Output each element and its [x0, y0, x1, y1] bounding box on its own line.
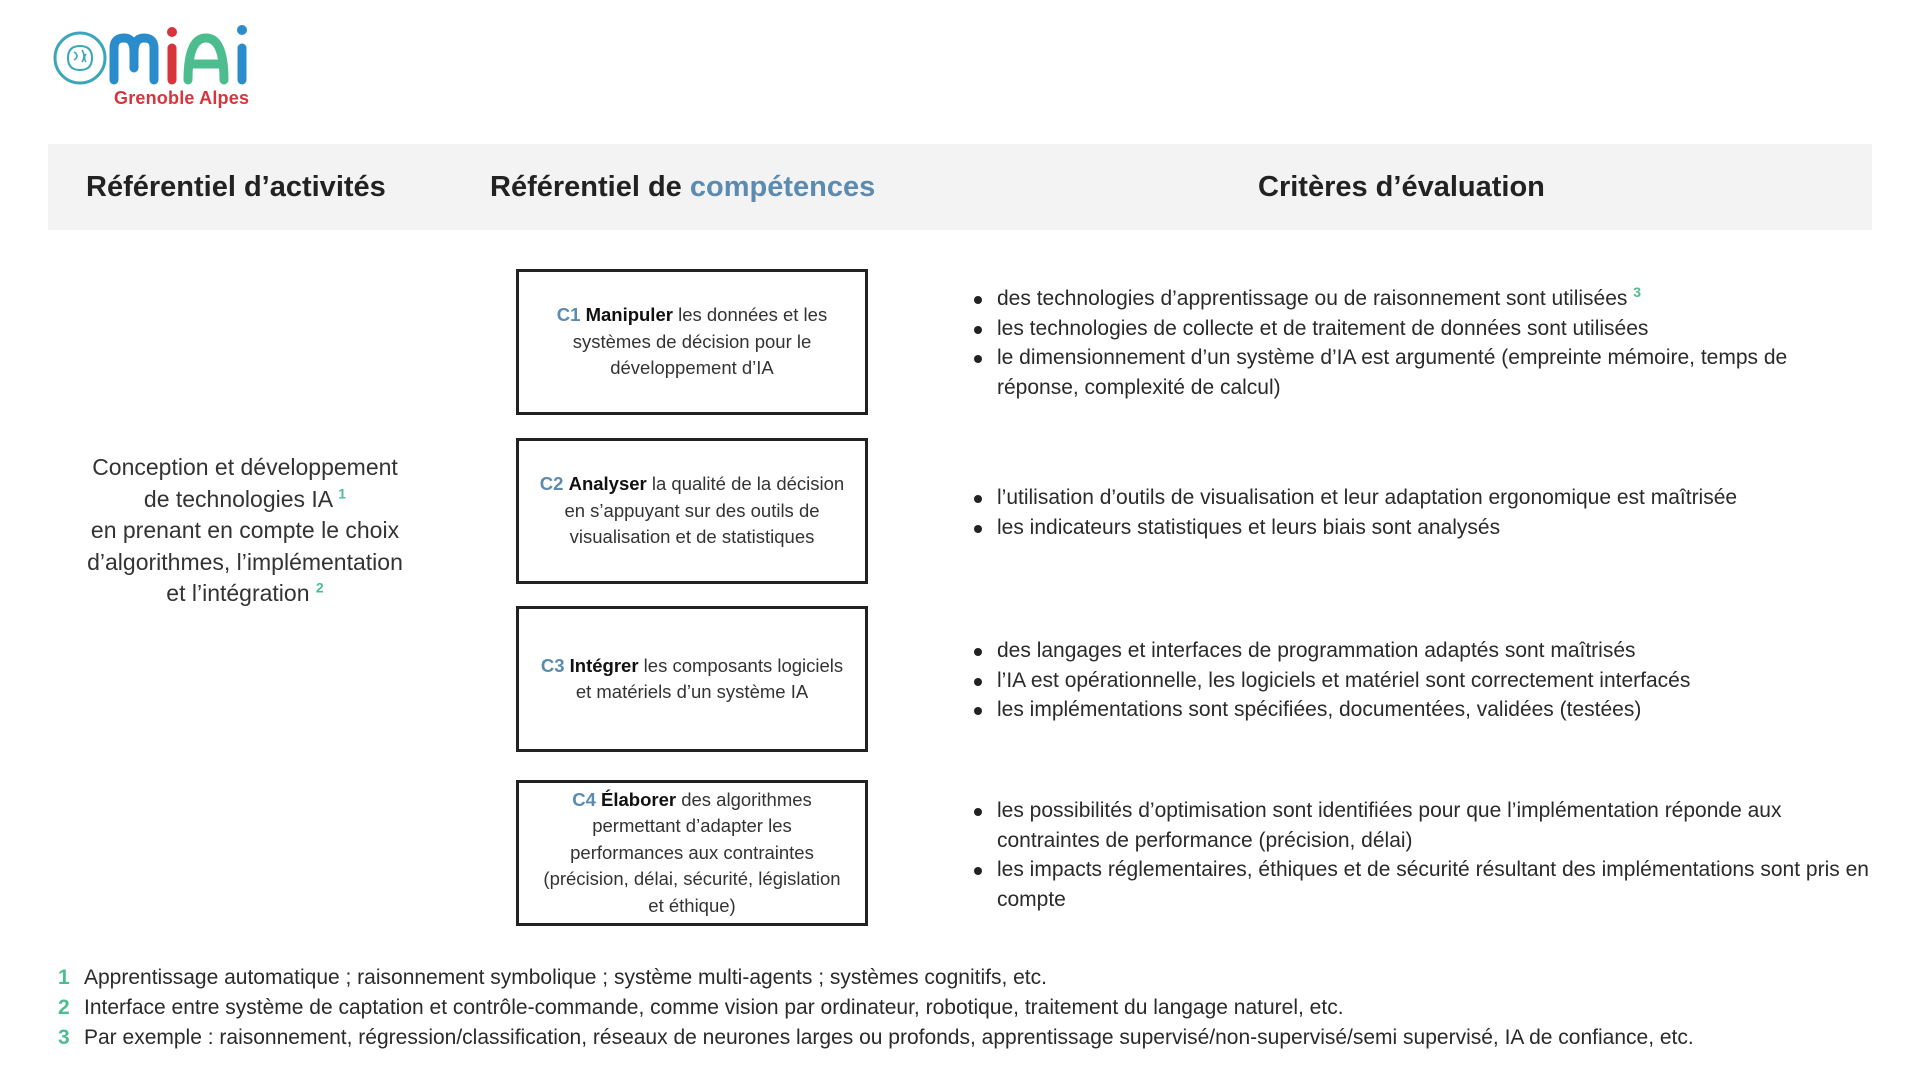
logo-subtitle: Grenoble Alpes	[114, 88, 250, 108]
header-criteres: Critères d’évaluation	[1258, 171, 1545, 203]
activity-line-text: et l’intégration	[166, 580, 310, 606]
criteria-item: l’utilisation d’outils de visualisation et leur adaptation ergonomique est maîtrisée	[970, 483, 1870, 513]
criteria-item: les technologies de collecte et de traitement de données sont utilisées	[970, 314, 1870, 344]
activity-description	[60, 452, 430, 610]
competence-code: C1	[556, 304, 581, 326]
miai-logo-graphic	[52, 18, 272, 88]
competence-box-c2	[516, 438, 868, 584]
competence-text: des algorithmes permettant d’adapter les performances aux contraintes (précision, délai, sécurité, législation et éthique)	[543, 788, 841, 916]
competence-code: C3	[540, 654, 565, 676]
footnote-number: 2	[58, 996, 70, 1019]
footnote-row	[58, 1023, 1908, 1053]
footnote-ref: 1	[338, 484, 347, 501]
header-activites: Référentiel d’activités	[86, 171, 386, 203]
header-competences	[490, 144, 875, 230]
criteria-list-c3	[970, 636, 1870, 725]
footnotes	[58, 963, 1908, 1053]
footnote-text: Par exemple : raisonnement, régression/classification, réseaux de neurones larges ou profonds, apprentissage supervisé/non-supervisé/semi supervisé, IA de confiance, etc.	[84, 1026, 1694, 1049]
footnote-row	[58, 963, 1908, 993]
competence-text: les composants logiciels et matériels d’un système IA	[575, 654, 844, 702]
footnote-text: Interface entre système de captation et contrôle-commande, comme vision par ordinateur, robotique, traitement du langage naturel, etc.	[84, 996, 1344, 1019]
competence-code: C2	[539, 473, 564, 495]
footnote-number: 1	[58, 966, 70, 989]
criteria-item: le dimensionnement d’un système d’IA est argumenté (empreinte mémoire, temps de réponse, complexité de calcul)	[970, 343, 1870, 402]
footnote-row	[58, 993, 1908, 1023]
criteria-item	[970, 284, 1870, 314]
criteria-item: des langages et interfaces de programmation adaptés sont maîtrisés	[970, 636, 1870, 666]
header-competences-prefix: Référentiel de	[490, 171, 682, 203]
activity-line-text: de technologies IA	[143, 485, 332, 512]
header-competences-accent: compétences	[689, 171, 876, 203]
activity-line	[60, 578, 430, 610]
footnote-text: Apprentissage automatique ; raisonnement symbolique ; système multi-agents ; systèmes cognitifs, etc.	[84, 966, 1047, 989]
criteria-list-c1	[970, 284, 1870, 402]
criteria-item: les possibilités d’optimisation sont identifiées pour que l’implémentation réponde aux contraintes de performance (précision, délai)	[970, 796, 1870, 855]
criteria-list-c2	[970, 483, 1870, 542]
brain-icon	[55, 33, 105, 83]
footnote-number: 3	[58, 1026, 70, 1049]
competence-text: les données et les systèmes de décision pour le développement d’IA	[572, 304, 828, 379]
criteria-item: les indicateurs statistiques et leurs biais sont analysés	[970, 513, 1870, 543]
table-header	[48, 144, 1872, 230]
activity-line	[60, 484, 430, 516]
footnote-ref: 2	[315, 579, 324, 596]
competence-verb: Élaborer	[601, 788, 677, 810]
logo-letter-a	[188, 38, 224, 80]
competence-box-c1	[516, 269, 868, 415]
competence-verb: Intégrer	[569, 654, 639, 676]
criteria-item: l’IA est opérationnelle, les logiciels et matériel sont correctement interfacés	[970, 666, 1870, 696]
competence-box-c3	[516, 606, 868, 752]
miai-logo	[52, 18, 272, 114]
criteria-list-c4	[970, 796, 1870, 914]
activity-line: Conception et développement	[92, 454, 398, 480]
activity-line: en prenant en compte le choix	[90, 517, 400, 543]
criteria-item: les impacts réglementaires, éthiques et de sécurité résultant des implémentations sont pris en compte	[970, 855, 1870, 914]
criteria-item-text: des technologies d’apprentissage ou de raisonnement sont utilisées	[997, 287, 1628, 310]
competence-verb: Analyser	[568, 473, 647, 495]
competence-text: la qualité de la décision en s’appuyant sur des outils de visualisation et de statistiques	[564, 473, 845, 548]
activity-line: d’algorithmes, l’implémentation	[87, 548, 403, 575]
logo-letter-m	[114, 38, 154, 80]
competence-box-c4	[516, 780, 868, 926]
competence-code: C4	[572, 788, 596, 810]
footnote-ref: 3	[1633, 284, 1642, 300]
competence-verb: Manipuler	[585, 304, 673, 326]
criteria-item: les implémentations sont spécifiées, documentées, validées (testées)	[970, 695, 1870, 725]
